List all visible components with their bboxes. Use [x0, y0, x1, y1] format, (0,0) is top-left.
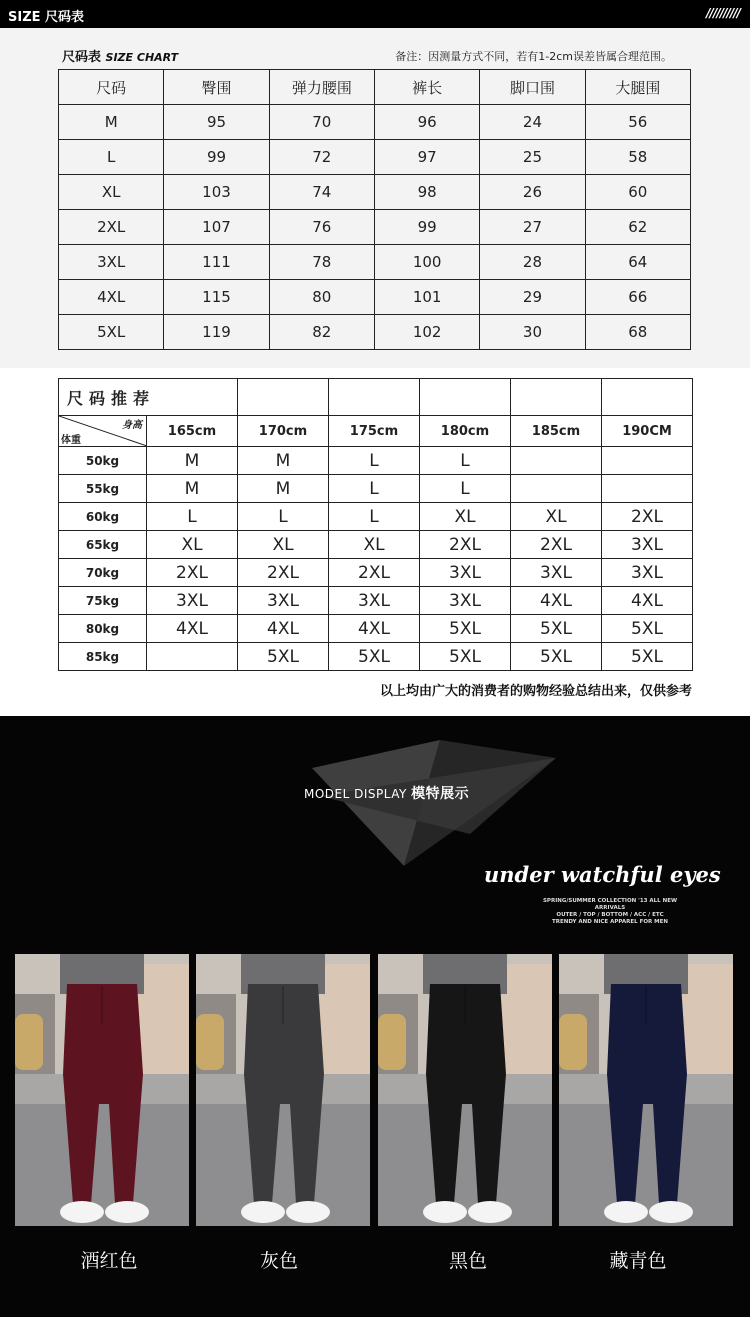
recommend-table: [58, 378, 693, 671]
size-cell: M: [238, 447, 329, 475]
size-cell: 4XL: [147, 615, 238, 643]
sneaker-right: [649, 1201, 693, 1223]
size-cell: L: [329, 447, 420, 475]
table-cell: 66: [585, 280, 690, 315]
size-cell: 5XL: [420, 643, 511, 671]
size-cell: [147, 643, 238, 671]
weight-cell: 55kg: [59, 475, 147, 503]
sneaker-left: [604, 1201, 648, 1223]
size-cell: 2XL: [602, 503, 693, 531]
column-header: 臀围: [164, 70, 269, 105]
size-cell: M: [238, 475, 329, 503]
diagonal-header-cell: [59, 416, 147, 447]
script-headline: under watchful eyes: [484, 862, 721, 887]
table-cell: 58: [585, 140, 690, 175]
column-header: 弹力腰围: [269, 70, 374, 105]
table-cell: 70: [269, 105, 374, 140]
table-cell: 28: [480, 245, 585, 280]
size-cell: XL: [511, 503, 602, 531]
table-cell: 119: [164, 315, 269, 350]
table-cell: 30: [480, 315, 585, 350]
table-cell: 82: [269, 315, 374, 350]
table-cell: 72: [269, 140, 374, 175]
color-caption: 黑色: [448, 1250, 487, 1272]
table-cell: 99: [164, 140, 269, 175]
size-chart-title: [62, 46, 178, 65]
color-caption: 灰色: [259, 1250, 298, 1272]
tagline-line: SPRING/SUMMER COLLECTION '13 ALL NEW ARRIVALS: [542, 898, 678, 911]
table-row: [59, 280, 691, 315]
sneaker-right: [468, 1201, 512, 1223]
table-cell: 99: [374, 210, 479, 245]
table-header-row: [59, 70, 691, 105]
table-cell: 26: [480, 175, 585, 210]
table-row: [59, 531, 693, 559]
size-cell: L: [420, 447, 511, 475]
size-cell: XL: [329, 531, 420, 559]
table-cell: 24: [480, 105, 585, 140]
table-cell: 102: [374, 315, 479, 350]
table-cell: M: [59, 105, 164, 140]
size-cell: 4XL: [602, 587, 693, 615]
table-cell: 115: [164, 280, 269, 315]
table-cell: 56: [585, 105, 690, 140]
weight-label: 体重: [61, 435, 81, 446]
height-header: 170cm: [238, 416, 329, 447]
size-cell: L: [238, 503, 329, 531]
size-chart-note: 备注：因测量方式不同，若有1-2cm误差皆属合理范围。: [395, 50, 672, 63]
model-photo-gray: [196, 954, 370, 1226]
table-cell: 60: [585, 175, 690, 210]
size-cell: 3XL: [420, 587, 511, 615]
table-row: [59, 315, 691, 350]
size-cell: 5XL: [602, 643, 693, 671]
weight-cell: 85kg: [59, 643, 147, 671]
table-cell: 2XL: [59, 210, 164, 245]
color-caption: 酒红色: [80, 1250, 138, 1272]
model-photo-wine-red: [15, 954, 189, 1226]
table-row: [59, 615, 693, 643]
sneaker-left: [60, 1201, 104, 1223]
model-label-cn: 模特展示: [411, 786, 470, 802]
size-cell: 3XL: [238, 587, 329, 615]
size-cell: [602, 447, 693, 475]
weight-cell: 70kg: [59, 559, 147, 587]
table-cell: L: [59, 140, 164, 175]
height-header: 190CM: [602, 416, 693, 447]
recommend-title: 尺码推荐: [59, 379, 238, 416]
table-cell: 78: [269, 245, 374, 280]
size-cell: L: [147, 503, 238, 531]
size-chart-title-cn: 尺码表: [62, 50, 102, 65]
table-row: [59, 210, 691, 245]
weight-cell: 80kg: [59, 615, 147, 643]
size-cell: 3XL: [147, 587, 238, 615]
model-display-label: [304, 783, 469, 803]
recommend-footnote: 以上均由广大的消费者的购物经验总结出来，仅供参考: [379, 684, 692, 699]
size-cell: 2XL: [511, 531, 602, 559]
height-header: 180cm: [420, 416, 511, 447]
table-row: [59, 140, 691, 175]
table-cell: XL: [59, 175, 164, 210]
table-cell: 64: [585, 245, 690, 280]
table-row: [59, 475, 693, 503]
table-cell: 25: [480, 140, 585, 175]
table-row: [59, 503, 693, 531]
column-header: 尺码: [59, 70, 164, 105]
table-row: [59, 643, 693, 671]
size-cell: 4XL: [329, 615, 420, 643]
size-cell: XL: [147, 531, 238, 559]
table-cell: 96: [374, 105, 479, 140]
table-cell: 95: [164, 105, 269, 140]
size-cell: 3XL: [602, 531, 693, 559]
table-cell: 27: [480, 210, 585, 245]
table-cell: 111: [164, 245, 269, 280]
table-row: [59, 559, 693, 587]
model-display-section: [0, 716, 750, 1317]
size-cell: [511, 447, 602, 475]
model-label-en: MODEL DISPLAY: [304, 787, 407, 801]
table-cell: 74: [269, 175, 374, 210]
tagline: [530, 898, 690, 926]
table-cell: 98: [374, 175, 479, 210]
table-cell: 80: [269, 280, 374, 315]
size-cell: 5XL: [511, 643, 602, 671]
height-label: 身高: [122, 420, 142, 431]
column-header: 裤长: [374, 70, 479, 105]
taxi-car: [559, 1014, 587, 1070]
size-cell: 3XL: [420, 559, 511, 587]
size-chart-section: [0, 28, 750, 368]
table-cell: 100: [374, 245, 479, 280]
size-cell: 2XL: [420, 531, 511, 559]
size-cell: 5XL: [602, 615, 693, 643]
table-cell: 62: [585, 210, 690, 245]
size-cell: [602, 475, 693, 503]
size-cell: 5XL: [238, 643, 329, 671]
table-row: [59, 245, 691, 280]
table-row: [59, 175, 691, 210]
weight-cell: 65kg: [59, 531, 147, 559]
header-bar: [0, 0, 750, 28]
size-cell: 2XL: [329, 559, 420, 587]
table-cell: 29: [480, 280, 585, 315]
size-cell: 5XL: [420, 615, 511, 643]
table-row: [59, 587, 693, 615]
size-cell: XL: [420, 503, 511, 531]
size-cell: 5XL: [329, 643, 420, 671]
sneaker-right: [286, 1201, 330, 1223]
sneaker-right: [105, 1201, 149, 1223]
taxi-car: [378, 1014, 406, 1070]
table-cell: 103: [164, 175, 269, 210]
tagline-line: OUTER / TOP / BOTTOM / ACC / ETC: [556, 912, 664, 918]
column-header: 脚口围: [480, 70, 585, 105]
sneaker-left: [423, 1201, 467, 1223]
size-cell: L: [329, 503, 420, 531]
size-cell: [511, 475, 602, 503]
taxi-car: [196, 1014, 224, 1070]
table-cell: 101: [374, 280, 479, 315]
size-cell: 3XL: [511, 559, 602, 587]
taxi-car: [15, 1014, 43, 1070]
height-header: 175cm: [329, 416, 420, 447]
size-cell: 2XL: [238, 559, 329, 587]
size-chart-table: [58, 69, 691, 350]
recommend-section: [0, 368, 750, 716]
recommend-title-row: [59, 379, 693, 416]
table-cell: 76: [269, 210, 374, 245]
size-cell: M: [147, 475, 238, 503]
table-cell: 97: [374, 140, 479, 175]
height-header: 165cm: [147, 416, 238, 447]
header-stripes: //////////: [706, 6, 740, 20]
color-caption: 藏青色: [609, 1250, 667, 1272]
table-cell: 107: [164, 210, 269, 245]
size-cell: L: [329, 475, 420, 503]
height-header: 185cm: [511, 416, 602, 447]
size-cell: XL: [238, 531, 329, 559]
table-cell: 5XL: [59, 315, 164, 350]
table-cell: 4XL: [59, 280, 164, 315]
size-cell: L: [420, 475, 511, 503]
table-row: [59, 447, 693, 475]
header-label: SIZE 尺码表: [8, 10, 85, 25]
size-cell: 5XL: [511, 615, 602, 643]
table-cell: 68: [585, 315, 690, 350]
model-photo-black: [378, 954, 552, 1226]
size-cell: 3XL: [602, 559, 693, 587]
size-cell: 4XL: [238, 615, 329, 643]
size-cell: 4XL: [511, 587, 602, 615]
weight-cell: 75kg: [59, 587, 147, 615]
weight-cell: 60kg: [59, 503, 147, 531]
tagline-line: TRENDY AND NICE APPAREL FOR MEN: [551, 919, 668, 925]
weight-cell: 50kg: [59, 447, 147, 475]
table-row: [59, 105, 691, 140]
height-header-row: [59, 416, 693, 447]
column-header: 大腿围: [585, 70, 690, 105]
size-cell: 2XL: [147, 559, 238, 587]
size-cell: 3XL: [329, 587, 420, 615]
size-chart-title-en: SIZE CHART: [105, 51, 179, 64]
table-cell: 3XL: [59, 245, 164, 280]
sneaker-left: [241, 1201, 285, 1223]
model-photo-navy: [559, 954, 733, 1226]
size-cell: M: [147, 447, 238, 475]
